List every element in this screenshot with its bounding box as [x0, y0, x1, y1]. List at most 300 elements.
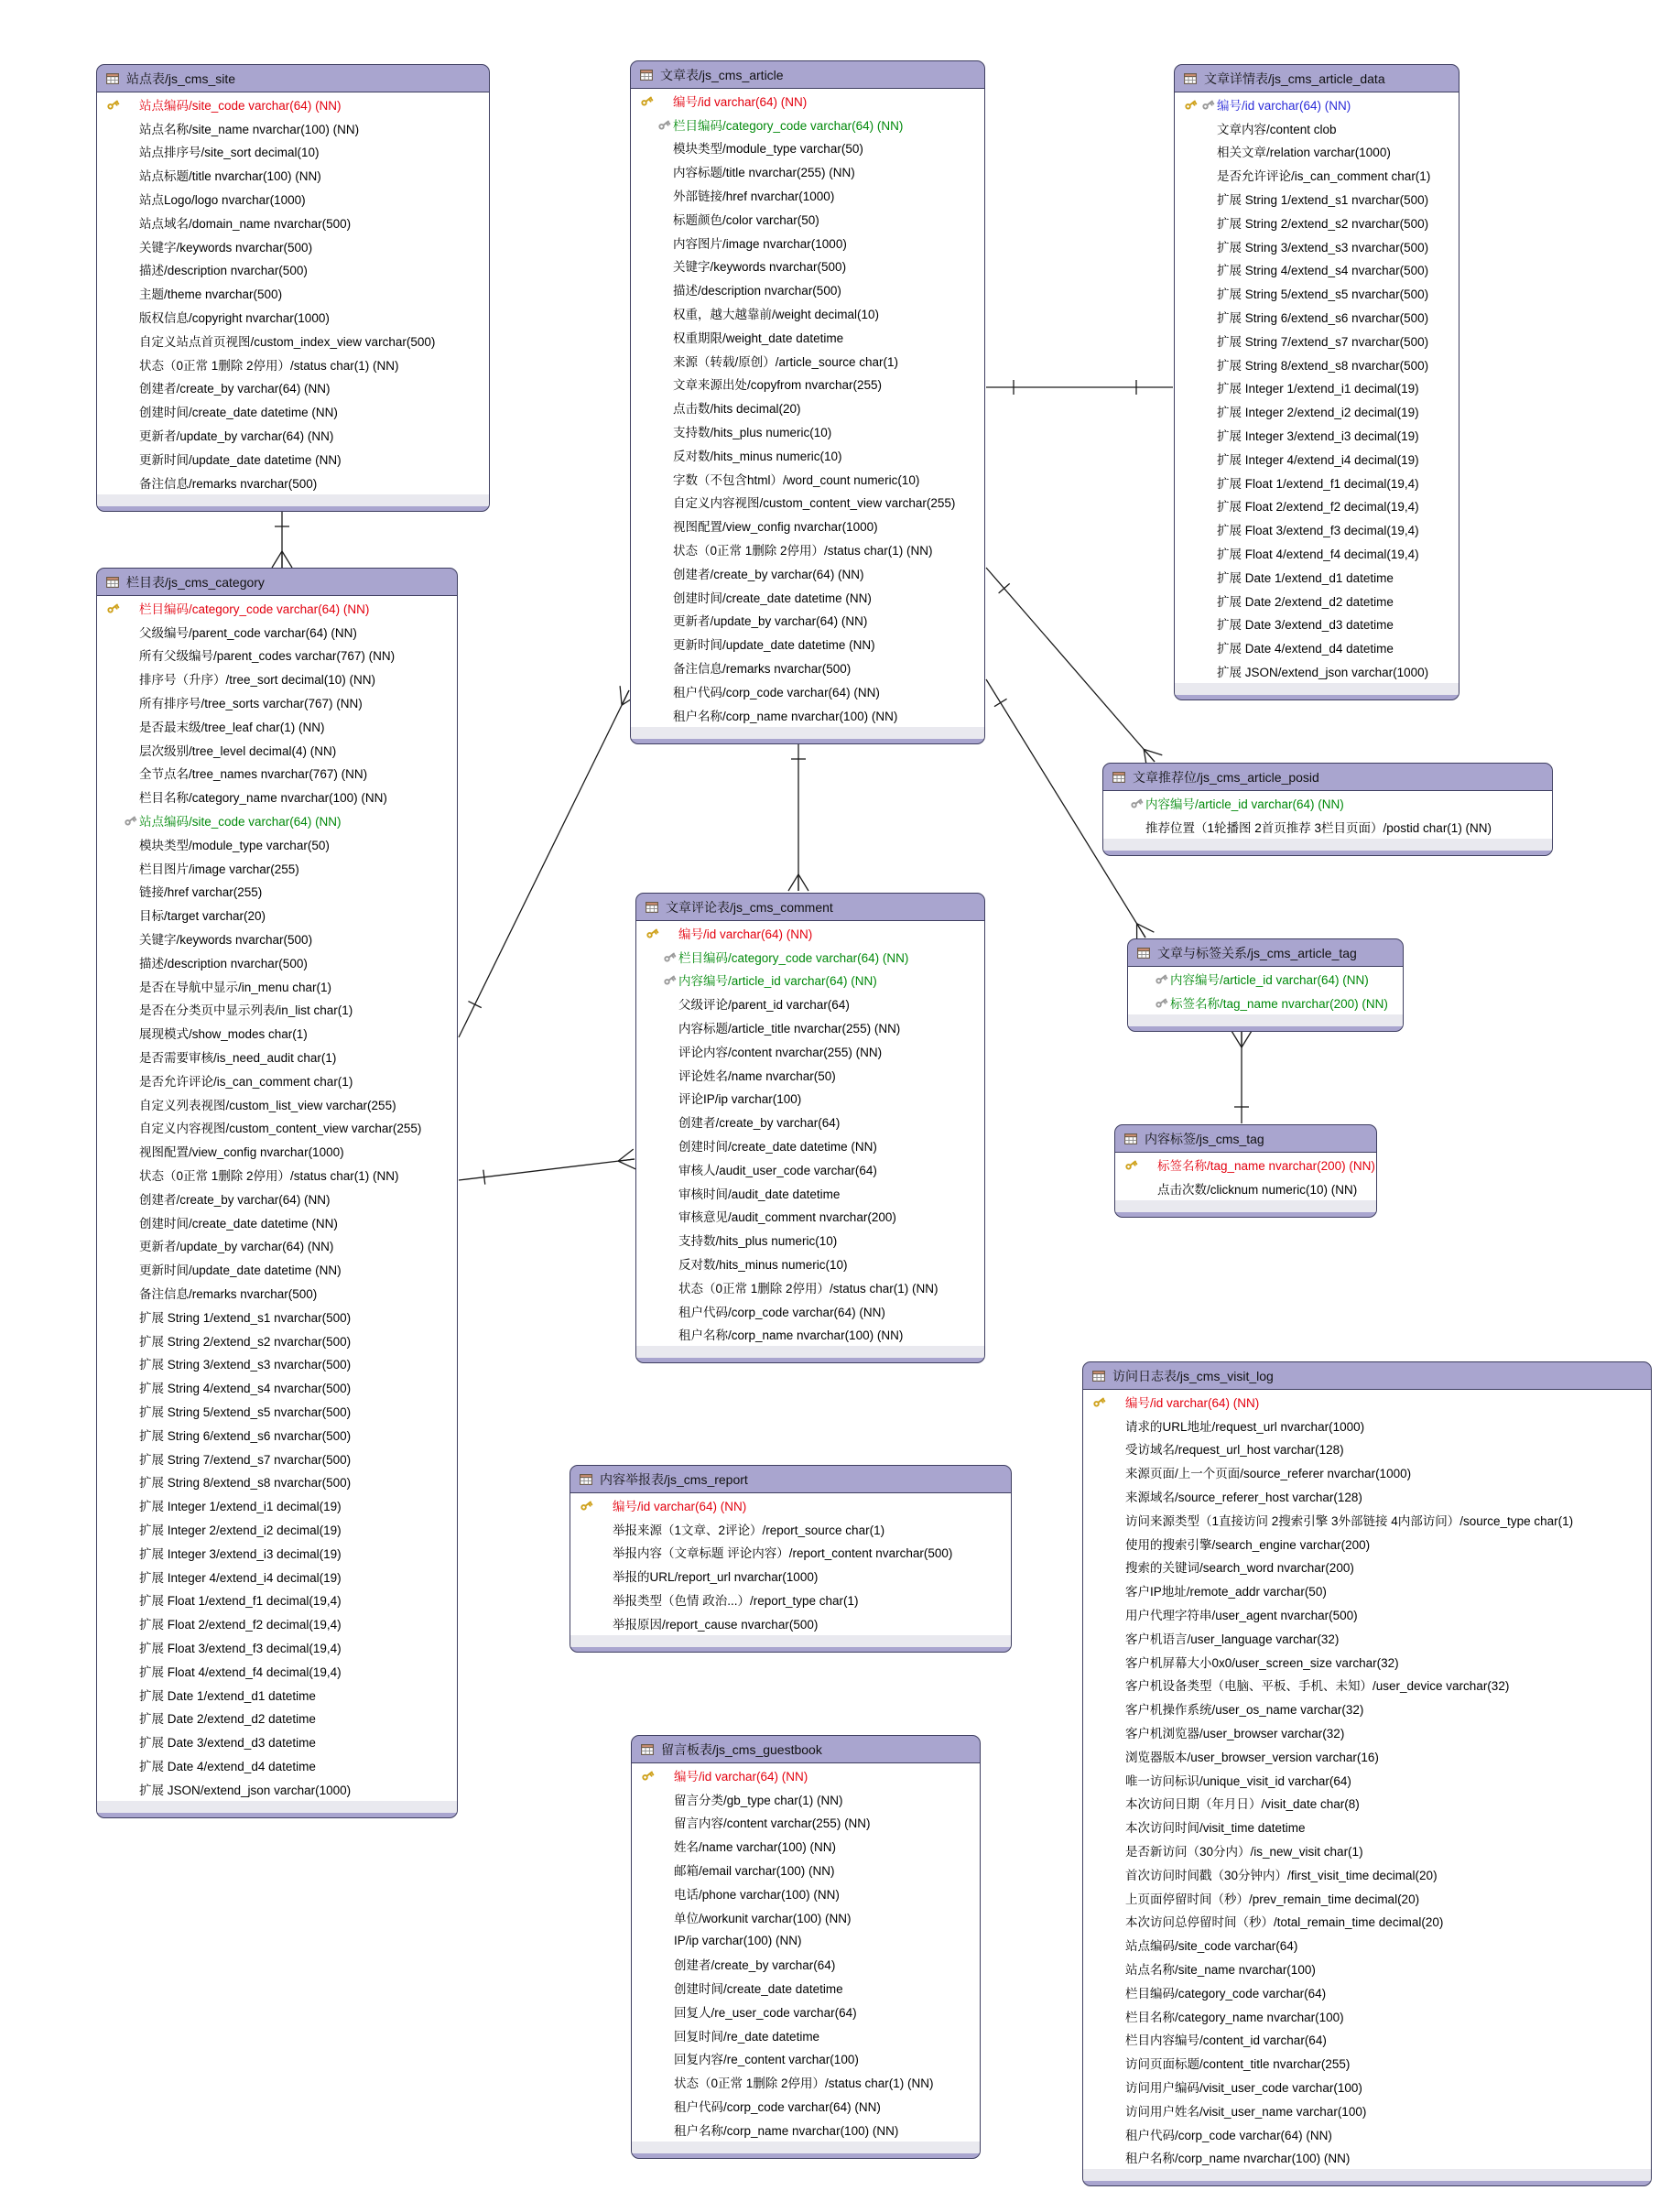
- connector-article-comment: [788, 737, 808, 891]
- connector-tag-articletag: [1232, 1031, 1252, 1123]
- field-text: 本次访问时间/visit_time datetime: [1125, 1821, 1306, 1836]
- entity-header: [570, 1466, 1011, 1493]
- field-text: 站点编码/site_code varchar(64) (NN): [139, 98, 342, 113]
- field-row: [97, 1517, 457, 1541]
- field-row: [631, 609, 984, 633]
- primary-key-icon: [1091, 1393, 1108, 1409]
- field-row: [1083, 1792, 1651, 1816]
- field-row: [631, 207, 984, 231]
- foreign-key-icon: [1154, 970, 1170, 986]
- field-row: [97, 376, 489, 400]
- field-text: 反对数/hits_minus numeric(10): [673, 449, 842, 463]
- field-text: 本次访问总停留时间（秒）/total_remain_time decimal(20): [1125, 1915, 1444, 1930]
- entity-header: [1128, 939, 1403, 967]
- field-text: 关键字/keywords nvarchar(500): [673, 260, 847, 275]
- field-text: 扩展 Date 4/extend_d4 datetime: [1217, 642, 1394, 656]
- field-row: [97, 620, 457, 644]
- primary-key-icon: [105, 96, 122, 112]
- entity-field-list: [632, 1763, 980, 2142]
- field-text: 扩展 Date 1/extend_d1 datetime: [139, 1688, 316, 1703]
- field-text: 主题/theme nvarchar(500): [139, 287, 283, 302]
- field-row: [636, 1087, 984, 1111]
- field-text: 反对数/hits_minus numeric(10): [678, 1258, 848, 1273]
- field-row: [97, 1068, 457, 1092]
- field-text: 客户IP地址/remote_addr varchar(50): [1125, 1585, 1327, 1599]
- field-text: 更新者/update_by varchar(64) (NN): [139, 1240, 334, 1254]
- field-row: [631, 255, 984, 278]
- field-text: 站点编码/site_code varchar(64) (NN): [139, 815, 342, 830]
- field-row: [631, 89, 984, 113]
- field-row: [631, 491, 984, 515]
- field-row: [1083, 1910, 1651, 1934]
- field-row: [97, 880, 457, 904]
- field-text: 请求的URL地址/request_url nvarchar(1000): [1125, 1419, 1365, 1434]
- entity-footer: [631, 727, 984, 739]
- field-row: [631, 467, 984, 491]
- field-text: 创建时间/create_date datetime (NN): [139, 1216, 338, 1231]
- field-row: [1175, 659, 1459, 683]
- entity-footer: [570, 1635, 1011, 1647]
- primary-key-icon: [579, 1497, 595, 1513]
- field-row: [631, 514, 984, 537]
- field-text: 备注信息/remarks nvarchar(500): [673, 662, 852, 677]
- field-row: [97, 738, 457, 762]
- field-row: [632, 1952, 980, 1976]
- field-text: 内容标题/article_title nvarchar(255) (NN): [678, 1022, 901, 1036]
- field-text: 留言分类/gb_type char(1) (NN): [674, 1793, 843, 1807]
- field-text: 站点标题/title nvarchar(100) (NN): [139, 169, 321, 184]
- field-text: 来源域名/source_referer_host varchar(128): [1125, 1491, 1362, 1505]
- field-row: [97, 116, 489, 140]
- entity-field-list: [1083, 1390, 1651, 2169]
- field-text: 举报来源（1文章、2评论）/report_source char(1): [613, 1523, 885, 1537]
- entity-title: 文章与标签关系/js_cms_article_tag: [1157, 945, 1357, 960]
- field-text: 目标/target varchar(20): [139, 909, 266, 924]
- field-text: 租户名称/corp_name nvarchar(100) (NN): [1125, 2152, 1351, 2166]
- field-row: [632, 1787, 980, 1811]
- field-row: [636, 969, 984, 992]
- field-text: 审核意见/audit_comment nvarchar(200): [678, 1210, 896, 1225]
- field-text: 更新时间/update_date datetime (NN): [673, 638, 875, 653]
- field-row: [97, 644, 457, 667]
- field-text: 栏目名称/category_name nvarchar(100) (NN): [139, 791, 387, 806]
- field-row: [97, 352, 489, 376]
- field-text: 父级评论/parent_id varchar(64): [678, 998, 850, 1013]
- field-row: [632, 1763, 980, 1787]
- entity-article[interactable]: [630, 60, 985, 744]
- field-text: 来源（转载/原创）/article_source char(1): [673, 354, 899, 369]
- field-row: [636, 1039, 984, 1063]
- field-row: [97, 258, 489, 282]
- field-text: 创建者/create_by varchar(64) (NN): [139, 1192, 331, 1207]
- field-row: [97, 808, 457, 832]
- table-icon: [1092, 1371, 1105, 1382]
- field-row: [1175, 399, 1459, 423]
- field-text: 客户机浏览器/user_browser varchar(32): [1125, 1727, 1345, 1741]
- field-text: 支持数/hits_plus numeric(10): [678, 1234, 838, 1249]
- field-row: [97, 399, 489, 423]
- field-text: 扩展 Integer 1/extend_i1 decimal(19): [1217, 382, 1419, 396]
- field-text: 扩展 Float 1/extend_f1 decimal(19,4): [139, 1594, 342, 1609]
- field-text: 扩展 Date 4/extend_d4 datetime: [139, 1759, 316, 1773]
- field-row: [97, 667, 457, 690]
- field-row: [97, 1611, 457, 1635]
- primary-key-icon: [645, 925, 661, 940]
- field-row: [1175, 92, 1459, 116]
- field-row: [1083, 1980, 1651, 2004]
- connector-article-posid: [986, 568, 1162, 768]
- foreign-key-icon: [656, 116, 673, 132]
- field-text: 受访域名/request_url_host varchar(128): [1125, 1443, 1344, 1458]
- field-text: 扩展 Float 4/extend_f4 decimal(19,4): [1217, 548, 1419, 562]
- field-text: 客户机屏幕大小0x0/user_screen_size varchar(32): [1125, 1655, 1399, 1670]
- field-text: 访问页面标题/content_title nvarchar(255): [1125, 2057, 1351, 2072]
- field-row: [631, 231, 984, 255]
- field-text: 扩展 Float 3/extend_f3 decimal(19,4): [1217, 524, 1419, 538]
- field-text: 链接/href varchar(255): [139, 885, 263, 900]
- entity-header: [631, 61, 984, 89]
- field-row: [97, 832, 457, 856]
- field-text: 访问用户姓名/visit_user_name varchar(100): [1125, 2104, 1367, 2119]
- field-row: [97, 1139, 457, 1163]
- field-text: 扩展 Integer 4/extend_i4 decimal(19): [1217, 452, 1419, 467]
- entity-footer: [1128, 1014, 1403, 1026]
- field-row: [631, 679, 984, 703]
- field-row: [1115, 1153, 1376, 1176]
- entity-footer: [1103, 839, 1552, 851]
- field-text: 租户代码/corp_code varchar(64) (NN): [678, 1305, 885, 1319]
- field-row: [1115, 1176, 1376, 1200]
- field-row: [570, 1517, 1011, 1541]
- table-icon: [1124, 1133, 1137, 1144]
- field-text: 评论IP/ip varchar(100): [678, 1092, 802, 1107]
- field-text: 文章来源出处/copyfrom nvarchar(255): [673, 378, 883, 393]
- field-text: 编号/id varchar(64) (NN): [1125, 1395, 1260, 1410]
- field-text: 站点名称/site_name nvarchar(100) (NN): [139, 122, 360, 136]
- field-text: 客户机设备类型（电脑、平板、手机、未知）/user_device varchar(32): [1125, 1679, 1510, 1694]
- field-text: 扩展 String 5/extend_s5 nvarchar(500): [1217, 287, 1429, 302]
- field-text: 扩展 String 1/extend_s1 nvarchar(500): [139, 1310, 352, 1325]
- entity-visitlog[interactable]: [1082, 1361, 1652, 2186]
- entity-category[interactable]: [96, 568, 458, 1818]
- field-row: [631, 585, 984, 609]
- entity-articletag[interactable]: [1127, 938, 1404, 1032]
- field-text: 创建时间/create_date datetime (NN): [139, 406, 338, 420]
- field-text: 回复人/re_user_code varchar(64): [674, 2005, 857, 2020]
- field-row: [1083, 2098, 1651, 2122]
- field-text: 客户机操作系统/user_os_name varchar(32): [1125, 1703, 1364, 1718]
- field-text: 扩展 String 4/extend_s4 nvarchar(500): [1217, 264, 1429, 278]
- field-text: 是否允许评论/is_can_comment char(1): [1217, 169, 1431, 184]
- field-text: 是否最末级/tree_leaf char(1) (NN): [139, 720, 325, 734]
- connector-category-comment: [459, 1149, 635, 1185]
- field-row: [97, 714, 457, 738]
- field-text: 扩展 JSON/extend_json varchar(1000): [139, 1783, 352, 1797]
- field-row: [636, 992, 984, 1015]
- field-row: [1175, 517, 1459, 541]
- field-row: [636, 1133, 984, 1157]
- foreign-key-icon: [1154, 994, 1170, 1010]
- field-row: [97, 1328, 457, 1352]
- field-row: [632, 2118, 980, 2142]
- field-text: 扩展 Integer 3/extend_i3 decimal(19): [139, 1546, 342, 1561]
- field-row: [631, 632, 984, 656]
- field-text: 审核人/audit_user_code varchar(64): [678, 1163, 877, 1177]
- field-text: 举报的URL/report_url nvarchar(1000): [613, 1570, 819, 1585]
- field-row: [97, 1092, 457, 1116]
- field-row: [97, 596, 457, 620]
- entity-tag[interactable]: [1114, 1124, 1377, 1218]
- field-row: [636, 1157, 984, 1181]
- field-text: 搜索的关键词/search_word nvarchar(200): [1125, 1561, 1354, 1576]
- entity-report[interactable]: [570, 1465, 1012, 1653]
- field-row: [636, 1181, 984, 1205]
- field-row: [97, 1210, 457, 1234]
- field-text: 扩展 Integer 2/extend_i2 decimal(19): [1217, 406, 1419, 420]
- field-text: 扩展 String 5/extend_s5 nvarchar(500): [139, 1404, 352, 1419]
- field-row: [1175, 329, 1459, 352]
- field-row: [97, 1729, 457, 1753]
- field-text: 用户代理字符串/user_agent nvarchar(500): [1125, 1609, 1358, 1623]
- field-row: [1175, 541, 1459, 565]
- field-row: [97, 927, 457, 950]
- field-row: [1175, 494, 1459, 518]
- field-row: [631, 349, 984, 373]
- entity-footer: [1083, 2169, 1651, 2181]
- field-text: 版权信息/copyright nvarchar(1000): [139, 311, 330, 326]
- field-row: [1083, 1390, 1651, 1414]
- field-text: 来源页面/上一个页面/source_referer nvarchar(1000): [1125, 1467, 1412, 1481]
- field-row: [1103, 791, 1552, 815]
- field-row: [1083, 1886, 1651, 1910]
- entity-title: 栏目表/js_cms_category: [126, 574, 265, 590]
- entity-header: [1083, 1362, 1651, 1390]
- connector-article-articledata: [986, 380, 1173, 395]
- field-text: 栏目内容编号/content_id varchar(64): [1125, 2033, 1327, 2048]
- field-row: [636, 921, 984, 945]
- field-row: [570, 1493, 1011, 1517]
- foreign-key-icon: [662, 972, 678, 988]
- field-text: 内容标题/title nvarchar(255) (NN): [673, 166, 855, 180]
- entity-comment[interactable]: [635, 893, 985, 1363]
- entity-field-list: [570, 1493, 1011, 1635]
- field-text: 自定义列表视图/custom_list_view varchar(255): [139, 1098, 396, 1112]
- field-text: 扩展 Integer 2/extend_i2 decimal(19): [139, 1523, 342, 1537]
- field-text: 首次访问时间戳（30分钟内）/first_visit_time decimal(20): [1125, 1868, 1438, 1882]
- field-text: 描述/description nvarchar(500): [139, 956, 308, 970]
- field-row: [1083, 1460, 1651, 1484]
- entity-header: [97, 65, 489, 92]
- field-text: 扩展 String 1/extend_s1 nvarchar(500): [1217, 193, 1429, 208]
- field-row: [632, 1905, 980, 1929]
- entity-field-list: [631, 89, 984, 727]
- field-row: [1083, 1815, 1651, 1838]
- field-text: 创建时间/create_date datetime: [674, 1982, 843, 1997]
- table-icon: [1137, 948, 1150, 959]
- field-text: 状态（0正常 1删除 2停用）/status char(1) (NN): [139, 358, 399, 373]
- primary-key-icon: [640, 1767, 656, 1783]
- entity-header: [632, 1736, 980, 1763]
- field-row: [636, 1015, 984, 1039]
- field-row: [632, 1834, 980, 1858]
- field-text: 编号/id varchar(64) (NN): [613, 1499, 747, 1513]
- field-row: [97, 1683, 457, 1707]
- field-row: [1083, 1556, 1651, 1579]
- field-text: 内容编号/article_id varchar(64) (NN): [1170, 972, 1369, 987]
- connector-category-article: [459, 686, 638, 1037]
- field-row: [97, 1116, 457, 1140]
- entity-footer: [636, 1346, 984, 1358]
- field-row: [1103, 815, 1552, 839]
- field-text: 父级编号/parent_code varchar(64) (NN): [139, 625, 357, 640]
- field-row: [631, 183, 984, 207]
- foreign-key-icon: [662, 949, 678, 964]
- field-text: 外部链接/href nvarchar(1000): [673, 190, 835, 204]
- entity-footer: [1175, 683, 1459, 695]
- field-text: 扩展 Float 3/extend_f3 decimal(19,4): [139, 1641, 342, 1655]
- field-text: 内容编号/article_id varchar(64) (NN): [678, 974, 877, 989]
- field-text: 扩展 Float 2/extend_f2 decimal(19,4): [139, 1618, 342, 1632]
- entity-footer: [97, 494, 489, 506]
- entity-guestbook[interactable]: [631, 1735, 981, 2159]
- field-text: 栏目编码/category_code varchar(64) (NN): [678, 950, 909, 965]
- field-text: 标签名称/tag_name nvarchar(200) (NN): [1170, 996, 1388, 1011]
- field-row: [632, 1881, 980, 1905]
- field-row: [1083, 1578, 1651, 1602]
- field-row: [97, 92, 489, 116]
- field-row: [97, 1565, 457, 1589]
- field-text: 创建者/create_by varchar(64) (NN): [673, 567, 864, 581]
- field-text: 举报类型（色情 政治...）/report_type char(1): [613, 1594, 859, 1609]
- field-row: [570, 1588, 1011, 1611]
- field-row: [1083, 2146, 1651, 2170]
- field-row: [632, 2070, 980, 2094]
- field-text: 栏目图片/image varchar(255): [139, 862, 299, 876]
- field-row: [1175, 163, 1459, 187]
- entity-title: 留言板表/js_cms_guestbook: [661, 1741, 822, 1757]
- field-row: [1083, 2028, 1651, 2052]
- field-row: [1083, 1437, 1651, 1461]
- field-row: [1175, 281, 1459, 305]
- field-row: [570, 1564, 1011, 1588]
- field-row: [636, 1205, 984, 1229]
- field-row: [632, 1976, 980, 2000]
- field-row: [1083, 1484, 1651, 1508]
- field-row: [1083, 1862, 1651, 1886]
- field-text: 回复时间/re_date datetime: [674, 2029, 820, 2044]
- field-text: 关键字/keywords nvarchar(500): [139, 240, 313, 255]
- field-text: 扩展 String 6/extend_s6 nvarchar(500): [139, 1428, 352, 1443]
- entity-header: [1103, 764, 1552, 791]
- field-row: [97, 690, 457, 714]
- field-text: 访问来源类型（1直接访问 2搜索引擎 3外部链接 4内部访问）/source_type char(1): [1125, 1513, 1574, 1528]
- field-row: [97, 1659, 457, 1683]
- entity-posid[interactable]: [1102, 763, 1553, 856]
- field-text: 举报原因/report_cause nvarchar(500): [613, 1617, 819, 1632]
- field-text: 编号/id varchar(64) (NN): [673, 94, 808, 109]
- field-row: [1083, 1957, 1651, 1980]
- field-text: 租户名称/corp_name nvarchar(100) (NN): [673, 709, 898, 723]
- field-row: [97, 1045, 457, 1068]
- field-row: [1175, 116, 1459, 140]
- field-text: 扩展 String 3/extend_s3 nvarchar(500): [139, 1358, 352, 1372]
- field-text: 扩展 Integer 1/extend_i1 decimal(19): [139, 1500, 342, 1514]
- field-row: [1175, 471, 1459, 494]
- field-text: 层次级别/tree_level decimal(4) (NN): [139, 743, 337, 758]
- field-row: [97, 950, 457, 974]
- field-row: [1175, 589, 1459, 613]
- field-text: 权重，越大越靠前/weight decimal(10): [673, 308, 880, 322]
- field-row: [631, 656, 984, 679]
- field-row: [97, 1777, 457, 1801]
- field-text: 评论姓名/name nvarchar(50): [678, 1068, 836, 1083]
- field-row: [97, 187, 489, 211]
- field-row: [97, 1352, 457, 1376]
- field-text: 状态（0正常 1删除 2停用）/status char(1) (NN): [673, 544, 933, 558]
- field-text: 栏目名称/category_name nvarchar(100): [1125, 2010, 1344, 2024]
- field-row: [1175, 305, 1459, 329]
- field-text: 展现模式/show_modes char(1): [139, 1027, 308, 1042]
- field-text: 扩展 String 3/extend_s3 nvarchar(500): [1217, 240, 1429, 255]
- field-text: 扩展 String 6/extend_s6 nvarchar(500): [1217, 311, 1429, 326]
- field-row: [1083, 2004, 1651, 2028]
- field-text: 描述/description nvarchar(500): [673, 284, 841, 298]
- table-icon: [646, 902, 658, 913]
- field-text: 使用的搜索引擎/search_engine varchar(200): [1125, 1537, 1371, 1552]
- field-row: [1175, 187, 1459, 211]
- field-text: 备注信息/remarks nvarchar(500): [139, 1287, 318, 1301]
- field-row: [97, 447, 489, 471]
- field-text: 扩展 String 2/extend_s2 nvarchar(500): [1217, 216, 1429, 231]
- field-row: [97, 281, 489, 305]
- entity-field-list: [1128, 967, 1403, 1014]
- field-text: 关键字/keywords nvarchar(500): [139, 933, 313, 948]
- table-icon: [580, 1474, 592, 1485]
- field-row: [1083, 1744, 1651, 1768]
- field-row: [97, 1541, 457, 1565]
- field-text: 站点域名/domain_name nvarchar(500): [139, 216, 352, 231]
- entity-title: 站点表/js_cms_site: [126, 70, 236, 86]
- field-text: 扩展 String 7/extend_s7 nvarchar(500): [139, 1452, 352, 1467]
- entity-footer: [632, 2142, 980, 2153]
- field-text: 站点名称/site_name nvarchar(100): [1125, 1963, 1316, 1978]
- field-text: 创建者/create_by varchar(64): [674, 1958, 836, 1973]
- field-text: 相关文章/relation varchar(1000): [1217, 146, 1391, 160]
- entity-site[interactable]: [96, 64, 490, 512]
- field-text: 租户代码/corp_code varchar(64) (NN): [674, 2100, 881, 2115]
- field-row: [636, 1110, 984, 1133]
- field-row: [631, 443, 984, 467]
- field-text: 编号/id varchar(64) (NN): [1217, 98, 1351, 113]
- field-text: 内容图片/image nvarchar(1000): [673, 236, 847, 251]
- entity-header: [97, 569, 457, 596]
- field-row: [631, 113, 984, 136]
- field-text: 更新时间/update_date datetime (NN): [139, 452, 342, 467]
- entity-field-list: [1115, 1153, 1376, 1200]
- field-text: 扩展 Date 2/extend_d2 datetime: [139, 1712, 316, 1727]
- field-text: 点击次数/clicknum numeric(10) (NN): [1157, 1182, 1358, 1197]
- field-row: [631, 277, 984, 301]
- field-text: 扩展 String 4/extend_s4 nvarchar(500): [139, 1382, 352, 1396]
- field-row: [632, 2023, 980, 2047]
- field-text: 全节点名/tree_names nvarchar(767) (NN): [139, 767, 368, 782]
- field-text: 扩展 String 7/extend_s7 nvarchar(500): [1217, 334, 1429, 349]
- field-row: [97, 1187, 457, 1210]
- field-row: [631, 159, 984, 183]
- field-row: [631, 396, 984, 419]
- field-text: 是否在导航中显示/in_menu char(1): [139, 980, 332, 994]
- entity-articledata[interactable]: [1174, 64, 1459, 700]
